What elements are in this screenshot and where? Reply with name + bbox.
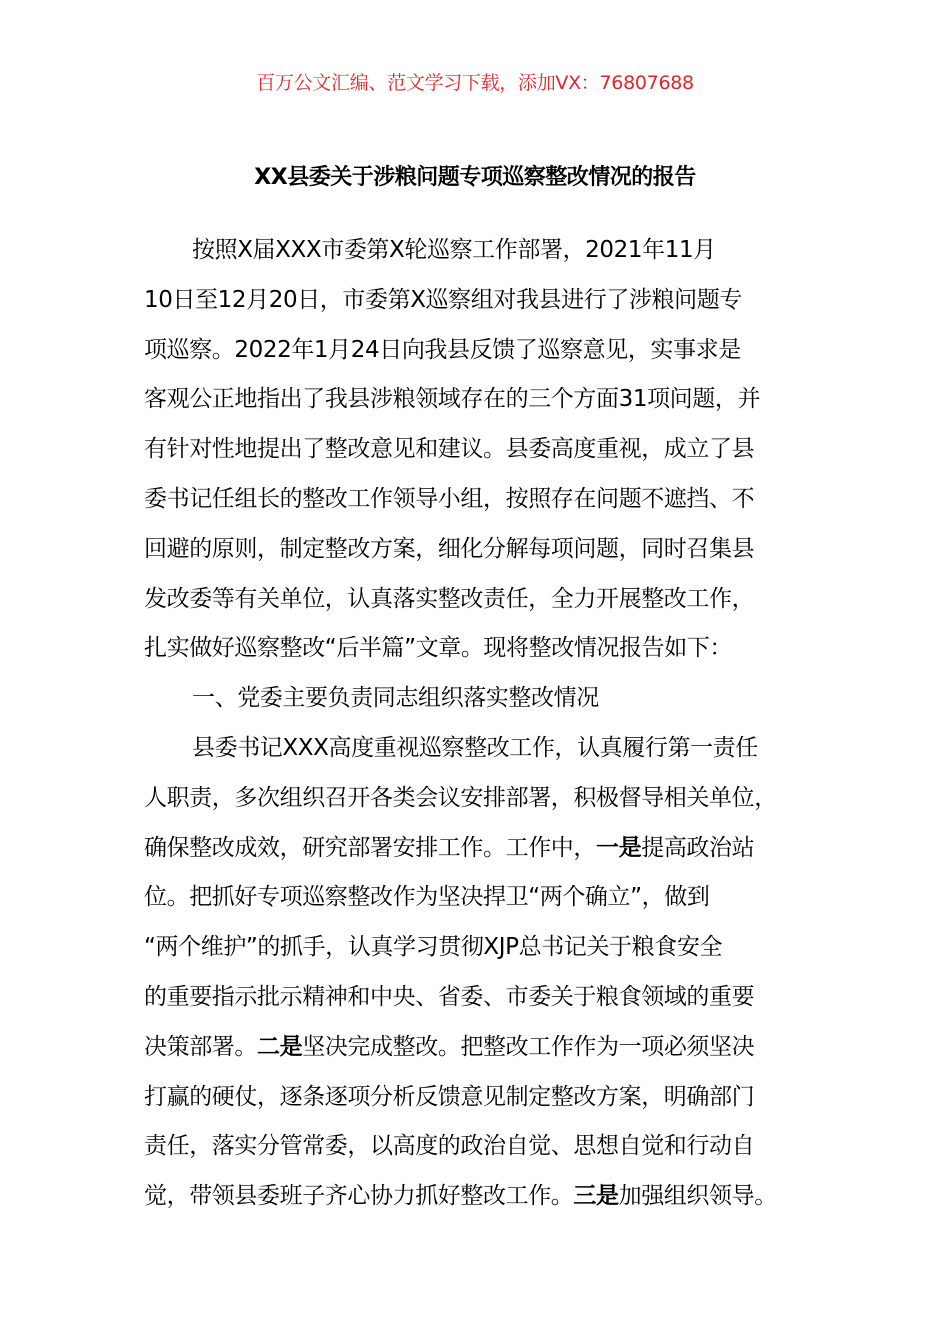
text-line [144,1075,844,1125]
text-segment: 责任，落实分管常委，以高度的政治自觉、思想自觉和行动自 [144,1133,755,1160]
text-line [144,676,844,726]
text-line [144,328,844,378]
text-segment: 坚决完成整改。把整改工作作为一项必须坚决 [302,1033,755,1060]
text-line [144,577,844,627]
text-line [144,1174,844,1224]
text-line [144,1124,844,1174]
bold-keyword: 一是 [596,834,642,861]
text-segment: 项巡察。2022年1月24日向我县反馈了巡察意见，实事求是 [144,336,741,363]
text-line [144,776,844,826]
text-segment: 回避的原则，制定整改方案，细化分解每项问题，同时召集县 [144,535,755,562]
text-segment: 的重要指示批示精神和中央、省委、市委关于粮食领域的重要 [144,983,755,1010]
text-segment: 县委书记XXX高度重视巡察整改工作，认真履行第一责任 [192,734,758,761]
text-line [144,527,844,577]
text-segment: 按照X届XXX市委第X轮巡察工作部署，2021年11月 [192,237,716,263]
bold-keyword: 二是 [257,1033,303,1060]
text-line [144,925,844,975]
text-line [144,826,844,876]
text-line [144,377,844,427]
watermark-download-notice: 百万公文汇编、范文学习下载，添加VX：76807688 [256,72,694,94]
text-line [144,626,844,676]
text-segment: 委书记任组长的整改工作领导小组，按照存在问题不遮挡、不 [144,485,755,512]
document-body [144,228,844,1224]
text-segment: 打赢的硬仗，逐条逐项分析反馈意见制定整改方案，明确部门 [144,1083,755,1110]
text-line [144,726,844,776]
text-line [144,1025,844,1075]
text-segment: 10日至12月20日，市委第X巡察组对我县进行了涉粮问题专 [144,286,742,313]
text-segment: 扎实做好巡察整改“后半篇”文章。现将整改情况报告如下： [144,635,733,662]
text-segment: 觉，带领县委班子齐心协力抓好整改工作。 [144,1183,574,1210]
text-line [144,875,844,925]
text-segment: 位。把抓好专项巡察整改作为坚决捍卫“两个确立”，做到 [144,884,710,911]
text-segment: 决策部署。 [144,1033,258,1060]
bold-keyword: 三是 [573,1183,619,1210]
text-segment: 人职责，多次组织召开各类会议安排部署，积极督导相关单位， [144,784,777,811]
text-segment: 提高政治站 [641,834,755,861]
text-segment: “两个维护”的抓手，认真学习贯彻XJP总书记关于粮食安全 [144,934,723,961]
text-line [144,975,844,1025]
text-segment: 一、党委主要负责同志组织落实整改情况 [192,685,599,712]
text-segment: 客观公正地指出了我县涉粮领域存在的三个方面31项问题，并 [144,386,761,413]
text-line [144,427,844,477]
text-line [144,278,844,328]
text-line [144,477,844,527]
text-line [144,228,844,278]
text-segment: 发改委等有关单位，认真落实整改责任，全力开展整改工作， [144,585,755,612]
text-segment: 加强组织领导。 [618,1183,777,1210]
text-segment: 有针对性地提出了整改意见和建议。县委高度重视，成立了县 [144,436,755,463]
document-title: XX县委关于涉粮问题专项巡察整改情况的报告 [254,165,696,190]
text-segment: 确保整改成效，研究部署安排工作。工作中， [144,834,597,861]
